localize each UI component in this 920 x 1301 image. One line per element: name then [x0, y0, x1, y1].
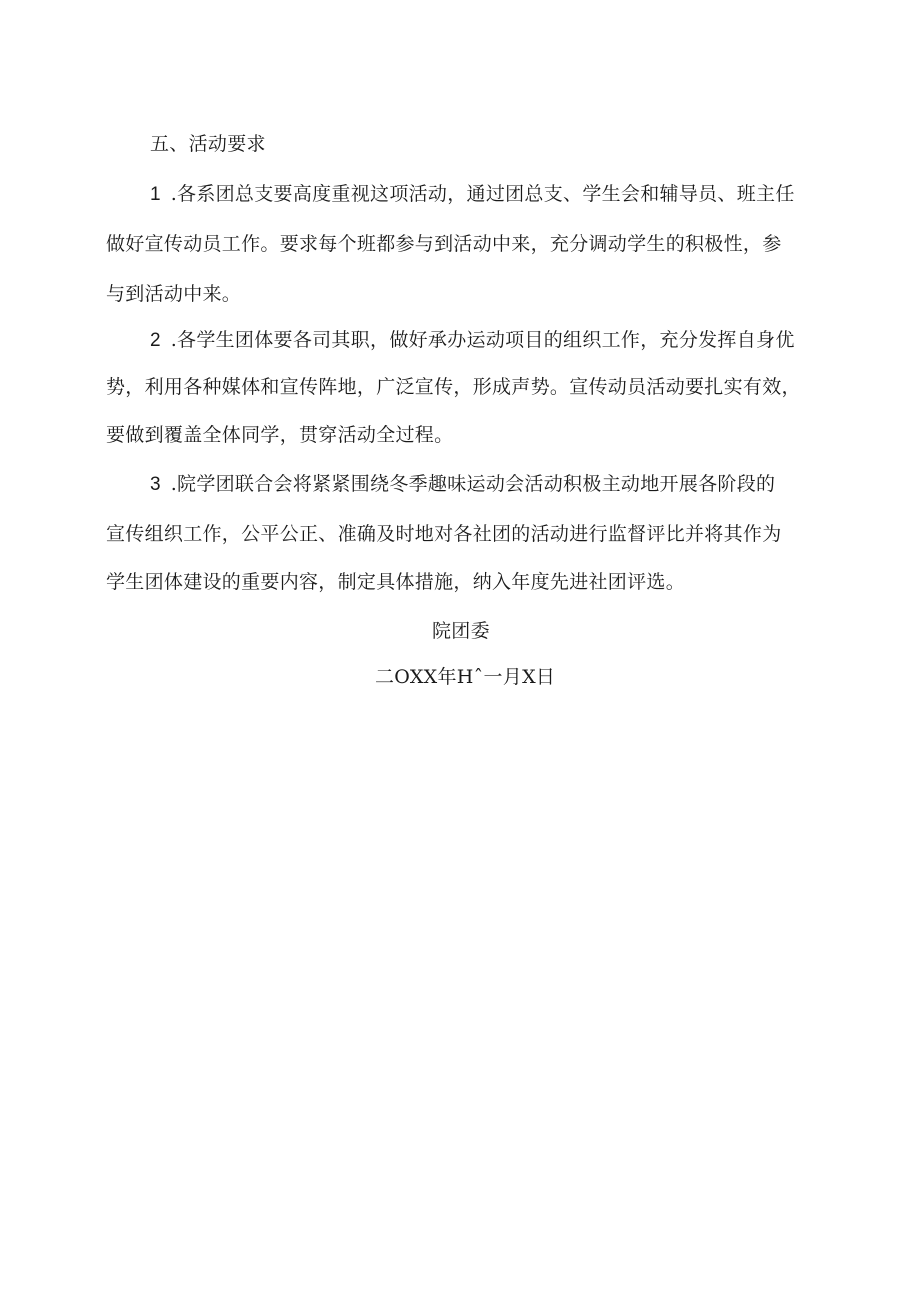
- item-1-line-3: 与到活动中来。: [106, 283, 242, 305]
- item-2-text-1: .各学生团体要各司其职，做好承办运动项目的组织工作，充分发挥自身优: [170, 329, 795, 351]
- date: 二OXX年Hˆ一月X日: [375, 666, 556, 688]
- item-3-line-3: 学生团体建设的重要内容，制定具体措施，纳入年度先进社团评选。: [106, 571, 686, 593]
- item-2-line-1: [150, 327, 795, 354]
- item-3-line-1: [150, 471, 775, 498]
- item-1-number: 1: [150, 184, 161, 205]
- item-2-number: 2: [150, 330, 161, 351]
- item-1-text-1: .各系团总支要高度重视这项活动，通过团总支、学生会和辅导员、班主任: [170, 183, 795, 205]
- signature: 院团委: [432, 620, 490, 642]
- item-3-number: 3: [150, 474, 161, 495]
- section-heading: 五、活动要求: [150, 133, 266, 155]
- item-1-line-1: [150, 181, 795, 208]
- item-2-line-3: 要做到覆盖全体同学，贯穿活动全过程。: [106, 424, 454, 446]
- item-1-line-2: 做好宣传动员工作。要求每个班都参与到活动中来，充分调动学生的积极性，参: [106, 233, 782, 255]
- item-3-line-2: 宣传组织工作，公平公正、准确及时地对各社团的活动进行监督评比并将其作为: [106, 523, 782, 545]
- item-2-line-2: 势，利用各种媒体和宣传阵地，广泛宣传，形成声势。宣传动员活动要扎实有效，: [106, 376, 801, 398]
- item-3-text-1: .院学团联合会将紧紧围绕冬季趣味运动会活动积极主动地开展各阶段的: [170, 473, 776, 495]
